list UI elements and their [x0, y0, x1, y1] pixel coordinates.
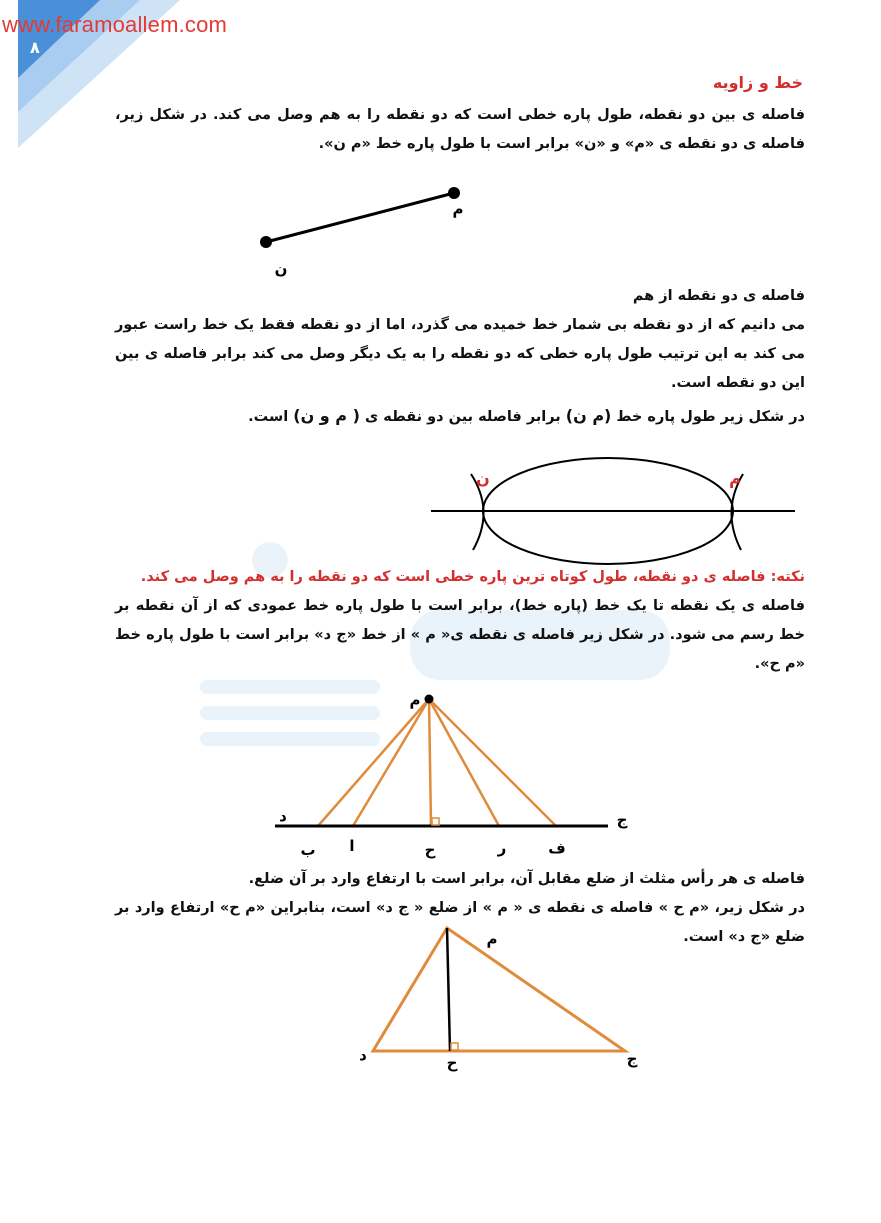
label-n: ن — [476, 469, 490, 488]
label-left-d: د — [359, 1046, 367, 1064]
label-right-j: ج — [626, 1050, 638, 1068]
section-title: خط و زاویه — [712, 73, 803, 92]
label-m: م — [452, 200, 464, 218]
label-left-end: د — [279, 807, 287, 825]
page-number: ۸ — [30, 38, 40, 57]
site-url[interactable]: www.faramoallem.com — [2, 12, 228, 37]
segment-mn-label: (م ن) — [565, 406, 612, 425]
label-n: ن — [274, 260, 288, 278]
label-right-end: ج — [616, 811, 628, 829]
label-foot-h: ح — [446, 1054, 458, 1072]
point-n — [260, 236, 272, 248]
triangle-line-2: در شکل زیر، «م ح » فاصله ی نقطه ی « م » از ضلع « ج د» است، بنابراین «م ح» ارتفاع وارد بر ضلع «ج د» است. — [115, 900, 805, 945]
distance-figure-sentence — [115, 401, 805, 432]
label-bottom-a: ا — [349, 837, 355, 855]
label-bottom-h: ح — [424, 841, 436, 859]
points-mn-label: ( م و ن) — [293, 406, 360, 425]
distance-subtitle: فاصله ی دو نقطه از هم — [632, 288, 805, 304]
sentence-part-c: است. — [248, 409, 294, 425]
label-bottom-f: ف — [548, 839, 566, 857]
note-text: نکته: فاصله ی دو نقطه، طول کوتاه ترین پاره خطی است که دو نقطه را به هم وصل می کند. — [140, 569, 805, 585]
triangle-line-1: فاصله ی هر رأس مثلث از ضلع مقابل آن، برابر است با ارتفاع وارد بر آن ضلع. — [248, 871, 805, 887]
triangle-figure — [350, 920, 650, 1080]
label-bottom-r: ر — [497, 839, 507, 857]
intro-paragraph: فاصله ی بین دو نقطه، طول پاره خطی است که دو نقطه را به هم وصل می کند. در شکل زیر، فاصله ی دو نقطه ی «م» و «ن» برابر است با طول پاره خط «م ن». — [115, 107, 805, 152]
point-m — [448, 187, 460, 199]
label-top-m: م — [409, 691, 421, 709]
curves-figure — [425, 440, 805, 570]
sentence-part-a: در شکل زیر طول پاره خط — [611, 409, 805, 425]
label-m: م — [729, 469, 741, 488]
segment-figure — [250, 180, 490, 280]
label-bottom-b: ب — [300, 841, 316, 859]
point-line-paragraph: فاصله ی یک نقطه تا یک خط (پاره خط)، برابر است با طول پاره خط عمودی که از آن نقطه بر خط رسم می شود. در شکل زیر فاصله ی نقطه ی« م » از خط «ج د» برابر است با طول پاره خط «م ح». — [115, 598, 805, 672]
sentence-part-b: برابر فاصله بین دو نقطه ی — [359, 409, 566, 425]
distance-paragraph: می دانیم که از دو نقطه بی شمار خط خمیده می گذرد، اما از دو نقطه فقط یک خط راست عبور می کند به این ترتیب طول پاره خطی که دو نقطه را به یک دیگر وصل می کند برابر فاصله ی بین این دو نقطه است. — [115, 317, 805, 391]
label-top-m: م — [486, 930, 498, 948]
perpendicular-figure — [265, 685, 645, 860]
